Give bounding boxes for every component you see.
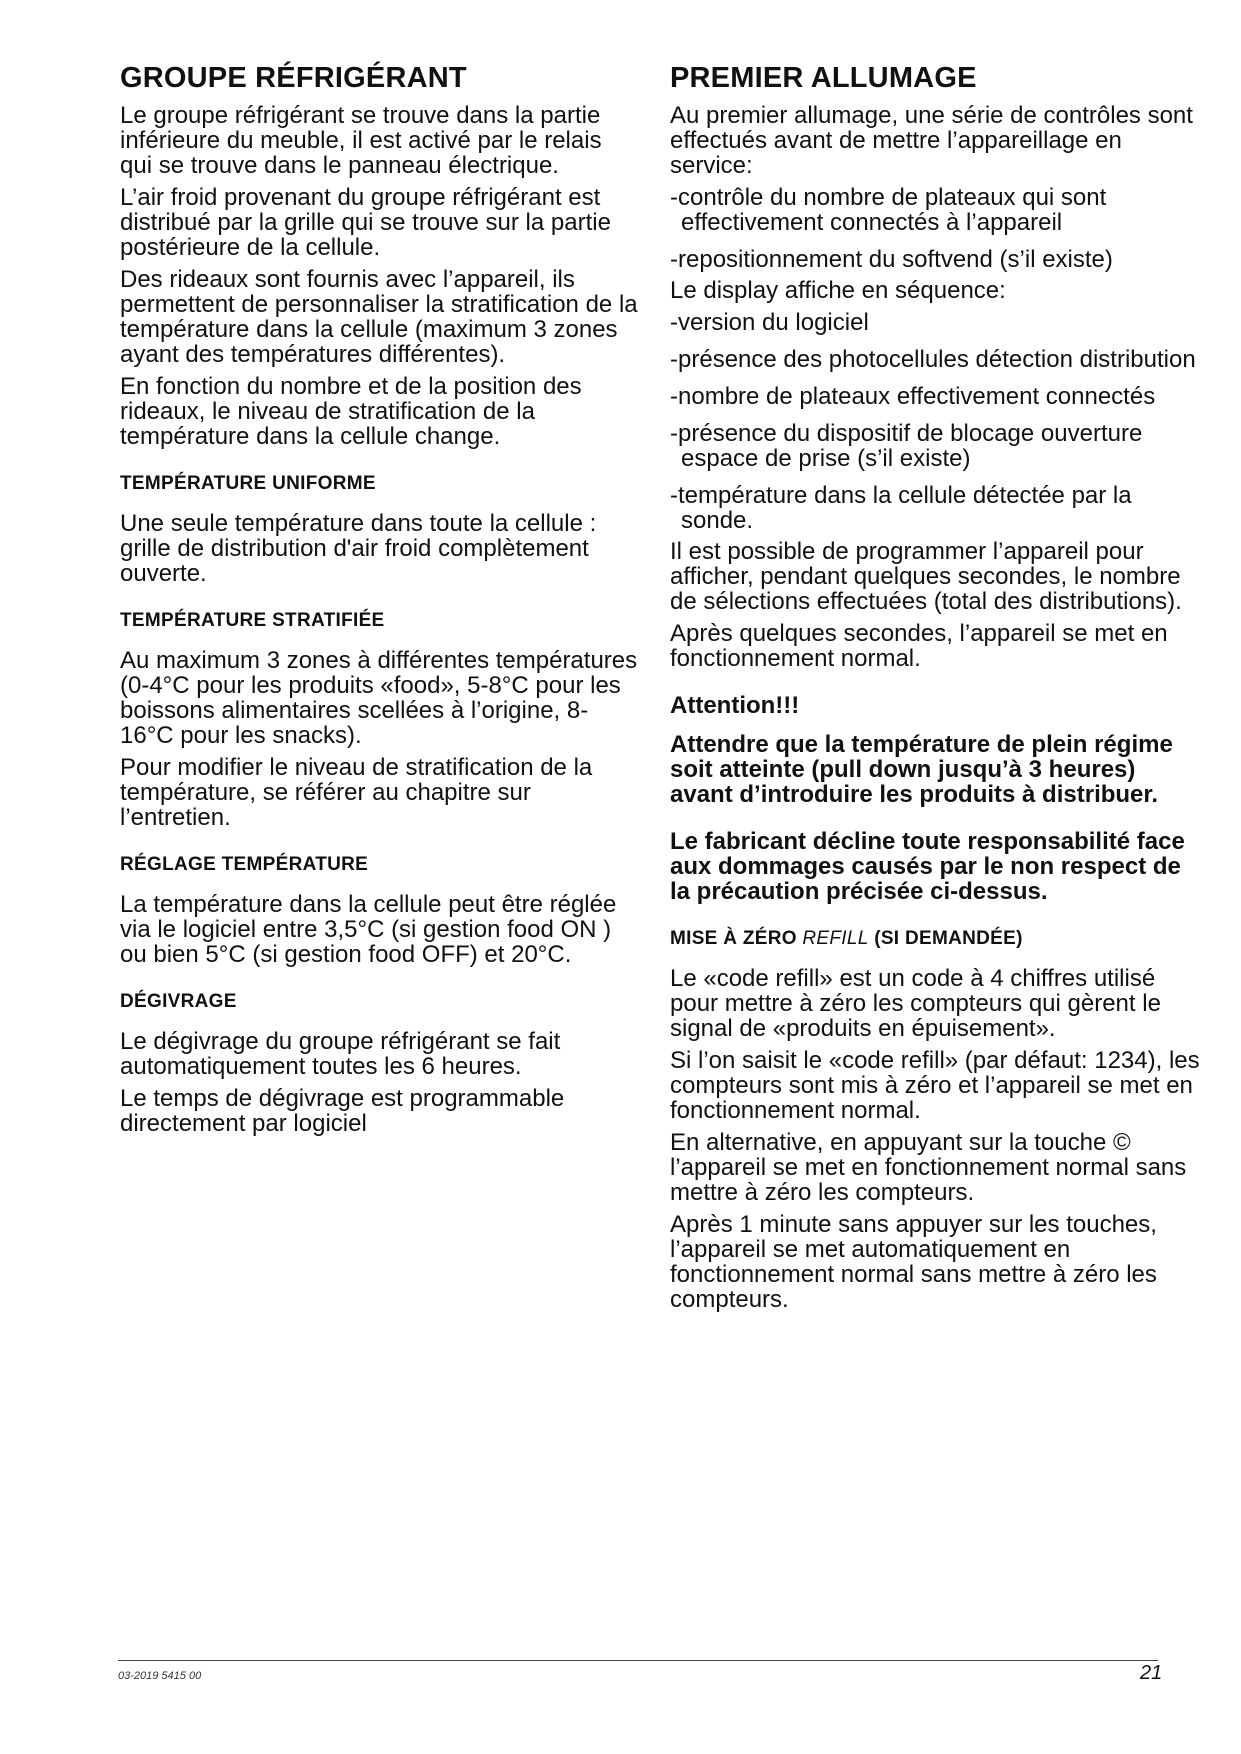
list-item: - contrôle du nombre de plateaux qui sont effectivement connectés à l’appareil (670, 185, 1200, 235)
refill-heading-part: MISE À ZÉRO (670, 928, 803, 949)
warning-pull-down: Attendre que la température de plein régime soit atteinte (pull down jusqu’à 3 heures) avant d’introduire les produits à distribuer. (670, 731, 1173, 808)
paragraph: Le display affiche en séquence: (670, 277, 1006, 304)
footer-divider (118, 1660, 1158, 1661)
paragraph: Après quelques secondes, l’appareil se met en fonctionnement normal. (670, 620, 1168, 672)
section-title-groupe: GROUPE RÉFRIGÉRANT (120, 62, 467, 94)
paragraph: Une seule température dans toute la cellule : grille de distribution d'air froid complètement ouverte. (120, 510, 597, 587)
paragraph: En alternative, en appuyant sur la touche © l’appareil se met en fonctionnement normal sans mettre à zéro les compteurs. (670, 1129, 1187, 1206)
paragraph: Le dégivrage du groupe réfrigérant se fait automatiquement toutes les 6 heures. (120, 1028, 561, 1080)
list-item: - température dans la cellule détectée par la sonde. (670, 483, 1200, 533)
paragraph: Au premier allumage, une série de contrôles sont effectués avant de mettre l’appareillage en service: (670, 102, 1193, 179)
subheading-uniforme: TEMPÉRATURE UNIFORME (120, 473, 376, 494)
paragraph: Pour modifier le niveau de stratification de la température, se référer au chapitre sur l’entretien. (120, 754, 593, 831)
paragraph: En fonction du nombre et de la position des rideaux, le niveau de stratification de la température dans la cellule change. (120, 373, 582, 450)
paragraph: Le temps de dégivrage est programmable directement par logiciel (120, 1085, 565, 1137)
paragraph: La température dans la cellule peut être réglée via le logiciel entre 3,5°C (si gestion food ON ) ou bien 5°C (si gestion food OFF) et 20°C. (120, 891, 617, 968)
right-column (670, 62, 1200, 1319)
paragraph: Si l’on saisit le «code refill» (par défaut: 1234), les compteurs sont mis à zéro et l’appareil se met en fonctionnement normal. (670, 1047, 1200, 1124)
paragraph: Le «code refill» est un code à 4 chiffres utilisé pour mettre à zéro les compteurs qui gèrent le signal de «produits en épuisement». (670, 965, 1161, 1042)
display-list (670, 310, 1200, 533)
subheading-reglage: RÉGLAGE TEMPÉRATURE (120, 854, 369, 875)
list-item: - repositionnement du softvend (s’il existe) (670, 247, 1200, 272)
warning-liability: Le fabricant décline toute responsabilité face aux dommages causés par le non respect de la précaution précisée ci-dessus. (670, 828, 1185, 905)
paragraph: Le groupe réfrigérant se trouve dans la partie inférieure du meuble, il est activé par le relais qui se trouve dans le panneau électrique. (120, 102, 602, 179)
attention-label: Attention!!! (670, 692, 800, 719)
paragraph: Après 1 minute sans appuyer sur les touches, l’appareil se met automatiquement en fonctionnement normal sans mettre à zéro les compteurs. (670, 1211, 1157, 1313)
subheading-degivrage: DÉGIVRAGE (120, 991, 237, 1012)
page-number: 21 (1140, 1662, 1163, 1684)
subheading-refill (670, 928, 1200, 950)
document-code: 03-2019 5415 00 (118, 1670, 202, 1682)
list-item: - version du logiciel (670, 310, 1200, 335)
list-item: - nombre de plateaux effectivement connectés (670, 384, 1200, 409)
list-item: - présence des photocellules détection distribution (670, 347, 1200, 372)
left-column (120, 62, 640, 1143)
paragraph: Des rideaux sont fournis avec l’appareil, ils permettent de personnaliser la stratification de la température dans la cellule (maximum 3 zones ayant des températures différentes). (120, 266, 638, 368)
refill-heading-part: (SI DEMANDÉE) (868, 928, 1023, 949)
list-item: - présence du dispositif de blocage ouverture espace de prise (s’il existe) (670, 421, 1200, 471)
section-title-premier-allumage: PREMIER ALLUMAGE (670, 62, 977, 94)
paragraph: Au maximum 3 zones à différentes températures (0-4°C pour les produits «food», 5-8°C pour les boissons alimentaires scellées à l’origine, 8-16°C pour les snacks). (120, 647, 638, 749)
paragraph: Il est possible de programmer l’appareil pour afficher, pendant quelques secondes, le nombre de sélections effectuées (total des distributions). (670, 538, 1182, 615)
controls-list (670, 185, 1200, 272)
subheading-stratifiee: TEMPÉRATURE STRATIFIÉE (120, 610, 385, 631)
paragraph: L’air froid provenant du groupe réfrigérant est distribué par la grille qui se trouve sur la partie postérieure de la cellule. (120, 184, 611, 261)
refill-heading-italic: REFILL (802, 928, 869, 949)
